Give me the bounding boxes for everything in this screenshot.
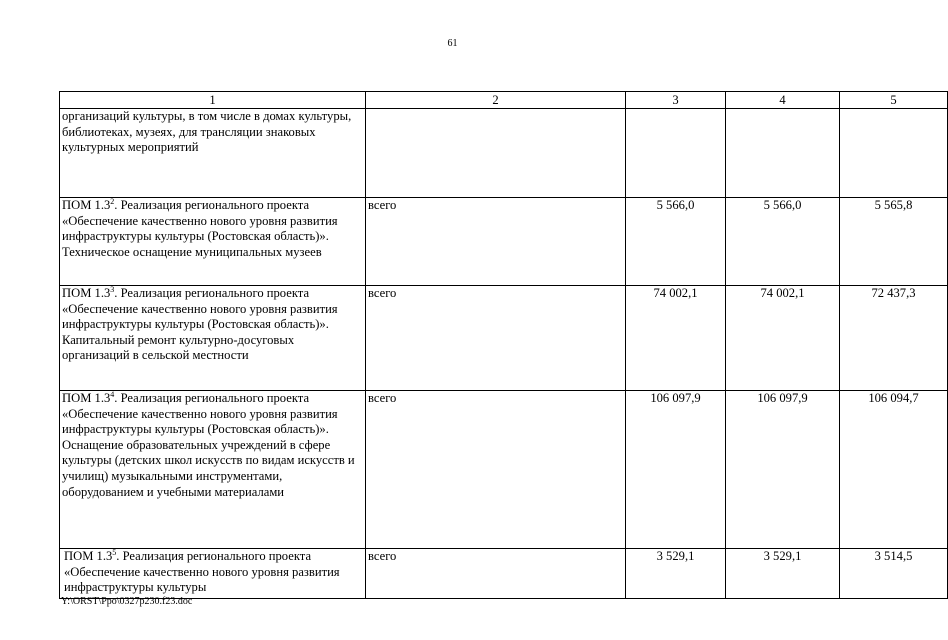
measure-superscript: 5 bbox=[112, 547, 117, 557]
measure-superscript: 2 bbox=[110, 196, 115, 206]
empty-cell bbox=[840, 109, 948, 198]
value-col-3: 3 529,1 bbox=[626, 549, 726, 599]
value-col-3: 74 002,1 bbox=[626, 286, 726, 391]
value-col-5: 106 094,7 bbox=[840, 391, 948, 549]
value-col-4: 74 002,1 bbox=[726, 286, 840, 391]
measure-text: . Реализация регионального проекта «Обеспечение качественно нового уровня развития инфраструктуры культуры (Ростовская область)». Техническое оснащение муниципальных музеев bbox=[62, 198, 338, 259]
measure-code: ПОМ 1.3 bbox=[62, 286, 111, 300]
data-table bbox=[59, 91, 948, 599]
document-file-path: Y:\ORST\Ppo\0327p230.f23.doc bbox=[61, 596, 193, 607]
continuation-text: организаций культуры, в том числе в домах культуры, библиотеках, музеях, для трансляции знаковых культурных мероприятий bbox=[60, 109, 366, 198]
table-row bbox=[60, 391, 948, 549]
header-col-4: 4 bbox=[726, 92, 840, 109]
measure-code: ПОМ 1.3 bbox=[64, 549, 113, 563]
header-col-2: 2 bbox=[366, 92, 626, 109]
empty-cell bbox=[626, 109, 726, 198]
header-row bbox=[60, 92, 948, 109]
measure-code: ПОМ 1.3 bbox=[62, 391, 111, 405]
value-col-5: 3 514,5 bbox=[840, 549, 948, 599]
measure-description bbox=[60, 391, 366, 549]
header-col-5: 5 bbox=[840, 92, 948, 109]
page-number: 61 bbox=[447, 38, 458, 49]
measure-text: . Реализация регионального проекта «Обеспечение качественно нового уровня развития инфраструктуры культуры (Ростовская область)». Оснащение образовательных учреждений в сфере культуры (детских школ искусств по видам искусств и училищ) музыкальными инструментами, оборудованием и учебными материалами bbox=[62, 391, 355, 499]
empty-cell bbox=[366, 109, 626, 198]
measure-superscript: 3 bbox=[110, 284, 115, 294]
measure-text: . Реализация регионального проекта «Обеспечение качественно нового уровня развития инфраструктуры культуры bbox=[64, 549, 340, 595]
measure-text: . Реализация регионального проекта «Обеспечение качественно нового уровня развития инфраструктуры культуры (Ростовская область)». Капитальный ремонт культурно-досуговых организаций в сельской местности bbox=[62, 286, 338, 363]
value-col-4: 106 097,9 bbox=[726, 391, 840, 549]
value-col-5: 5 565,8 bbox=[840, 198, 948, 286]
table-row-continuation bbox=[60, 109, 948, 198]
measure-description bbox=[60, 198, 366, 286]
funding-kind: всего bbox=[366, 391, 626, 549]
funding-kind: всего bbox=[366, 286, 626, 391]
measure-description bbox=[60, 549, 366, 599]
table-row bbox=[60, 198, 948, 286]
measure-superscript: 4 bbox=[110, 389, 115, 399]
funding-kind: всего bbox=[366, 549, 626, 599]
measure-description bbox=[60, 286, 366, 391]
header-col-3: 3 bbox=[626, 92, 726, 109]
funding-kind: всего bbox=[366, 198, 626, 286]
header-col-1: 1 bbox=[60, 92, 366, 109]
value-col-3: 5 566,0 bbox=[626, 198, 726, 286]
measure-code: ПОМ 1.3 bbox=[62, 198, 111, 212]
empty-cell bbox=[726, 109, 840, 198]
value-col-4: 5 566,0 bbox=[726, 198, 840, 286]
table-row bbox=[60, 286, 948, 391]
value-col-3: 106 097,9 bbox=[626, 391, 726, 549]
value-col-5: 72 437,3 bbox=[840, 286, 948, 391]
table-row bbox=[60, 549, 948, 599]
value-col-4: 3 529,1 bbox=[726, 549, 840, 599]
